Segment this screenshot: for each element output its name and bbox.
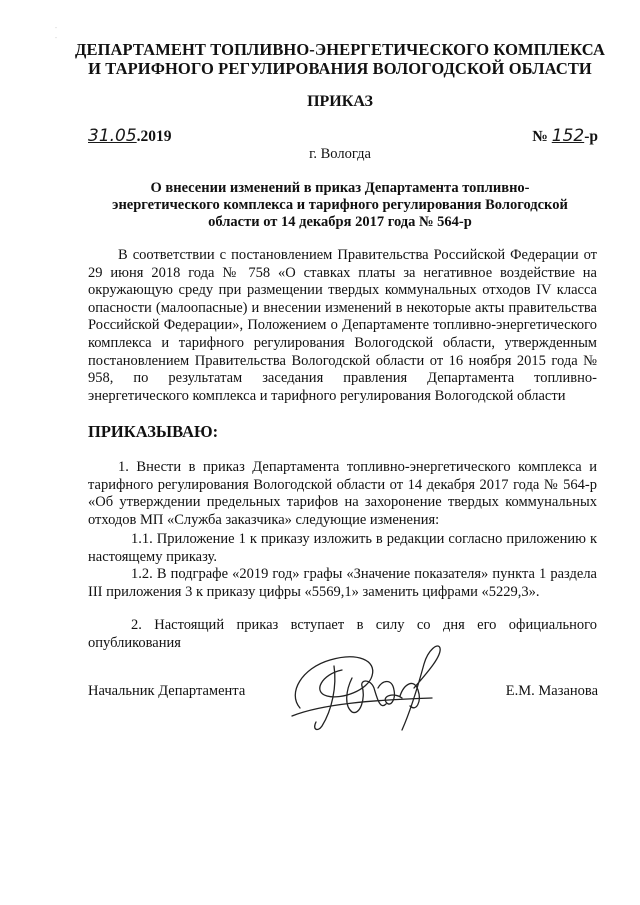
date-handwritten: 31.05 — [88, 126, 137, 146]
organization-line-1: ДЕПАРТАМЕНТ ТОПЛИВНО-ЭНЕРГЕТИЧЕСКОГО КОМПЛЕКСА — [75, 40, 605, 59]
document-date — [88, 127, 172, 146]
date-year: .2019 — [136, 128, 172, 145]
city: г. Вологда — [309, 146, 371, 162]
order-word: ПРИКАЗЫВАЮ: — [88, 422, 219, 441]
signatory-name: Е.М. Мазанова — [505, 683, 598, 699]
number-prefix: № — [532, 128, 552, 145]
organization-line-2: И ТАРИФНОГО РЕГУЛИРОВАНИЯ ВОЛОГОДСКОЙ ОБЛАСТИ — [88, 59, 592, 78]
signatory-title: Начальник Департамента — [88, 683, 246, 699]
document-number — [532, 127, 598, 146]
organization-header — [60, 40, 620, 78]
item-1: 1. Внести в приказ Департамента топливно-энергетического комплекса и тарифного регулирования Вологодской области от 14 декабря 2017 года № 564-р «Об утверждении предельных тарифов на захоронение твердых коммунальных отходов МП «Служба заказчика» следующие изменения: — [88, 459, 597, 528]
number-handwritten: 152 — [551, 126, 585, 146]
handwritten-signature — [282, 638, 452, 738]
item-1-2: 1.2. В подграфе «2019 год» графы «Значение показателя» пункта 1 раздела III приложения 3 к приказу цифры «5569,1» заменить цифрами «5229,3». — [88, 566, 597, 600]
document-subject — [90, 180, 590, 231]
subject-line-3: области от 14 декабря 2017 года № 564-р — [208, 214, 472, 230]
number-suffix: -р — [584, 128, 598, 145]
subject-line-1: О внесении изменений в приказ Департамента топливно- — [150, 180, 530, 196]
preamble-paragraph: В соответствии с постановлением Правительства Российской Федерации от 29 июня 2018 года № 758 «О ставках платы за негативное воздействие на окружающую среду при размещении твердых коммунальных отходов IV класса опасности (малоопасные) и внесении изменений в некоторые акты правительства Российской Федерации», Положением о Департаменте топливно-энергетического комплекса и тарифного регулирования Вологодской области, утвержденным постановлением Правительства Вологодской области от 16 ноября 2015 года № 958, по результатам заседания правления Департамента топливно-энергетического комплекса и тарифного регулирования Вологодской области — [88, 247, 597, 404]
item-2: 2. Настоящий приказ вступает в силу со дня его официального опубликования — [88, 617, 597, 651]
document-type: ПРИКАЗ — [307, 93, 373, 110]
item-1-1: 1.1. Приложение 1 к приказу изложить в редакции согласно приложению к настоящему приказу. — [88, 531, 597, 565]
subject-line-2: энергетического комплекса и тарифного регулирования Вологодской — [112, 197, 568, 213]
